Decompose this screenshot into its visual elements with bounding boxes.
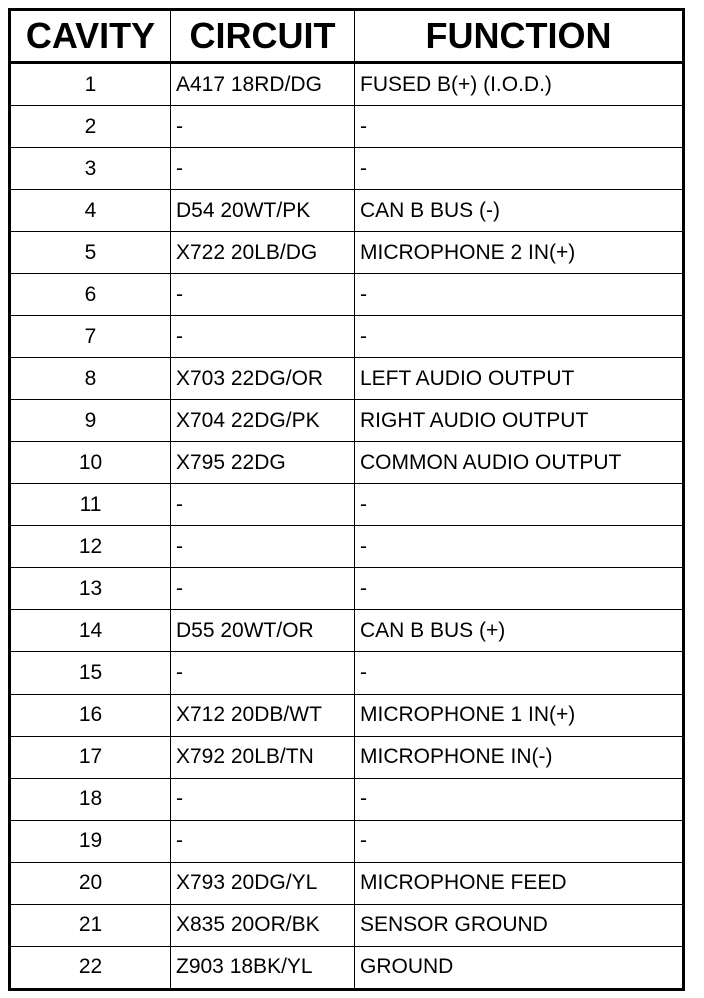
table-row: [10, 736, 684, 778]
circuit-cell: -: [171, 568, 355, 610]
circuit-cell: A417 18RD/DG: [171, 63, 355, 106]
table-row: [10, 946, 684, 989]
function-cell: MICROPHONE FEED: [355, 862, 684, 904]
circuit-cell: -: [171, 106, 355, 148]
cavity-cell: 13: [10, 568, 171, 610]
cavity-cell: 17: [10, 736, 171, 778]
function-cell: -: [355, 148, 684, 190]
table-row: [10, 316, 684, 358]
function-cell: -: [355, 568, 684, 610]
table-row: [10, 484, 684, 526]
circuit-cell: -: [171, 274, 355, 316]
function-cell: MICROPHONE IN(-): [355, 736, 684, 778]
function-cell: SENSOR GROUND: [355, 904, 684, 946]
table-row: [10, 358, 684, 400]
function-cell: CAN B BUS (+): [355, 610, 684, 652]
function-cell: FUSED B(+) (I.O.D.): [355, 63, 684, 106]
cavity-cell: 3: [10, 148, 171, 190]
cavity-cell: 10: [10, 442, 171, 484]
cavity-cell: 8: [10, 358, 171, 400]
circuit-cell: -: [171, 526, 355, 568]
circuit-cell: -: [171, 778, 355, 820]
circuit-cell: -: [171, 148, 355, 190]
table-row: [10, 232, 684, 274]
circuit-cell: D55 20WT/OR: [171, 610, 355, 652]
circuit-cell: X704 22DG/PK: [171, 400, 355, 442]
header-row: [10, 10, 684, 63]
cavity-cell: 2: [10, 106, 171, 148]
function-cell: RIGHT AUDIO OUTPUT: [355, 400, 684, 442]
cavity-cell: 21: [10, 904, 171, 946]
function-cell: -: [355, 778, 684, 820]
circuit-cell: X792 20LB/TN: [171, 736, 355, 778]
cavity-cell: 5: [10, 232, 171, 274]
column-header-circuit: CIRCUIT: [171, 10, 355, 63]
table-row: [10, 106, 684, 148]
table-row: [10, 63, 684, 106]
table-row: [10, 400, 684, 442]
function-cell: -: [355, 820, 684, 862]
cavity-cell: 4: [10, 190, 171, 232]
table-row: [10, 820, 684, 862]
circuit-cell: -: [171, 652, 355, 694]
function-cell: -: [355, 316, 684, 358]
circuit-cell: -: [171, 820, 355, 862]
table-body: [10, 63, 684, 990]
table-row: [10, 778, 684, 820]
function-cell: -: [355, 484, 684, 526]
cavity-cell: 20: [10, 862, 171, 904]
table-row: [10, 190, 684, 232]
circuit-cell: X795 22DG: [171, 442, 355, 484]
column-header-function: FUNCTION: [355, 10, 684, 63]
table-row: [10, 610, 684, 652]
table-row: [10, 652, 684, 694]
column-header-cavity: CAVITY: [10, 10, 171, 63]
table-row: [10, 526, 684, 568]
circuit-cell: X835 20OR/BK: [171, 904, 355, 946]
circuit-cell: -: [171, 484, 355, 526]
circuit-cell: D54 20WT/PK: [171, 190, 355, 232]
function-cell: -: [355, 106, 684, 148]
cavity-cell: 15: [10, 652, 171, 694]
function-cell: -: [355, 652, 684, 694]
connector-pinout-table: [8, 8, 685, 991]
function-cell: LEFT AUDIO OUTPUT: [355, 358, 684, 400]
function-cell: MICROPHONE 1 IN(+): [355, 694, 684, 736]
circuit-cell: Z903 18BK/YL: [171, 946, 355, 989]
cavity-cell: 9: [10, 400, 171, 442]
circuit-cell: -: [171, 316, 355, 358]
cavity-cell: 1: [10, 63, 171, 106]
cavity-cell: 6: [10, 274, 171, 316]
function-cell: COMMON AUDIO OUTPUT: [355, 442, 684, 484]
circuit-cell: X712 20DB/WT: [171, 694, 355, 736]
function-cell: MICROPHONE 2 IN(+): [355, 232, 684, 274]
circuit-cell: X703 22DG/OR: [171, 358, 355, 400]
cavity-cell: 11: [10, 484, 171, 526]
table-row: [10, 862, 684, 904]
cavity-cell: 16: [10, 694, 171, 736]
function-cell: -: [355, 526, 684, 568]
table-row: [10, 442, 684, 484]
function-cell: GROUND: [355, 946, 684, 989]
circuit-cell: X722 20LB/DG: [171, 232, 355, 274]
table-row: [10, 694, 684, 736]
cavity-cell: 19: [10, 820, 171, 862]
cavity-cell: 22: [10, 946, 171, 989]
table-row: [10, 904, 684, 946]
function-cell: CAN B BUS (-): [355, 190, 684, 232]
function-cell: -: [355, 274, 684, 316]
circuit-cell: X793 20DG/YL: [171, 862, 355, 904]
cavity-cell: 12: [10, 526, 171, 568]
cavity-cell: 14: [10, 610, 171, 652]
table-row: [10, 274, 684, 316]
cavity-cell: 7: [10, 316, 171, 358]
table-row: [10, 148, 684, 190]
cavity-cell: 18: [10, 778, 171, 820]
table-row: [10, 568, 684, 610]
